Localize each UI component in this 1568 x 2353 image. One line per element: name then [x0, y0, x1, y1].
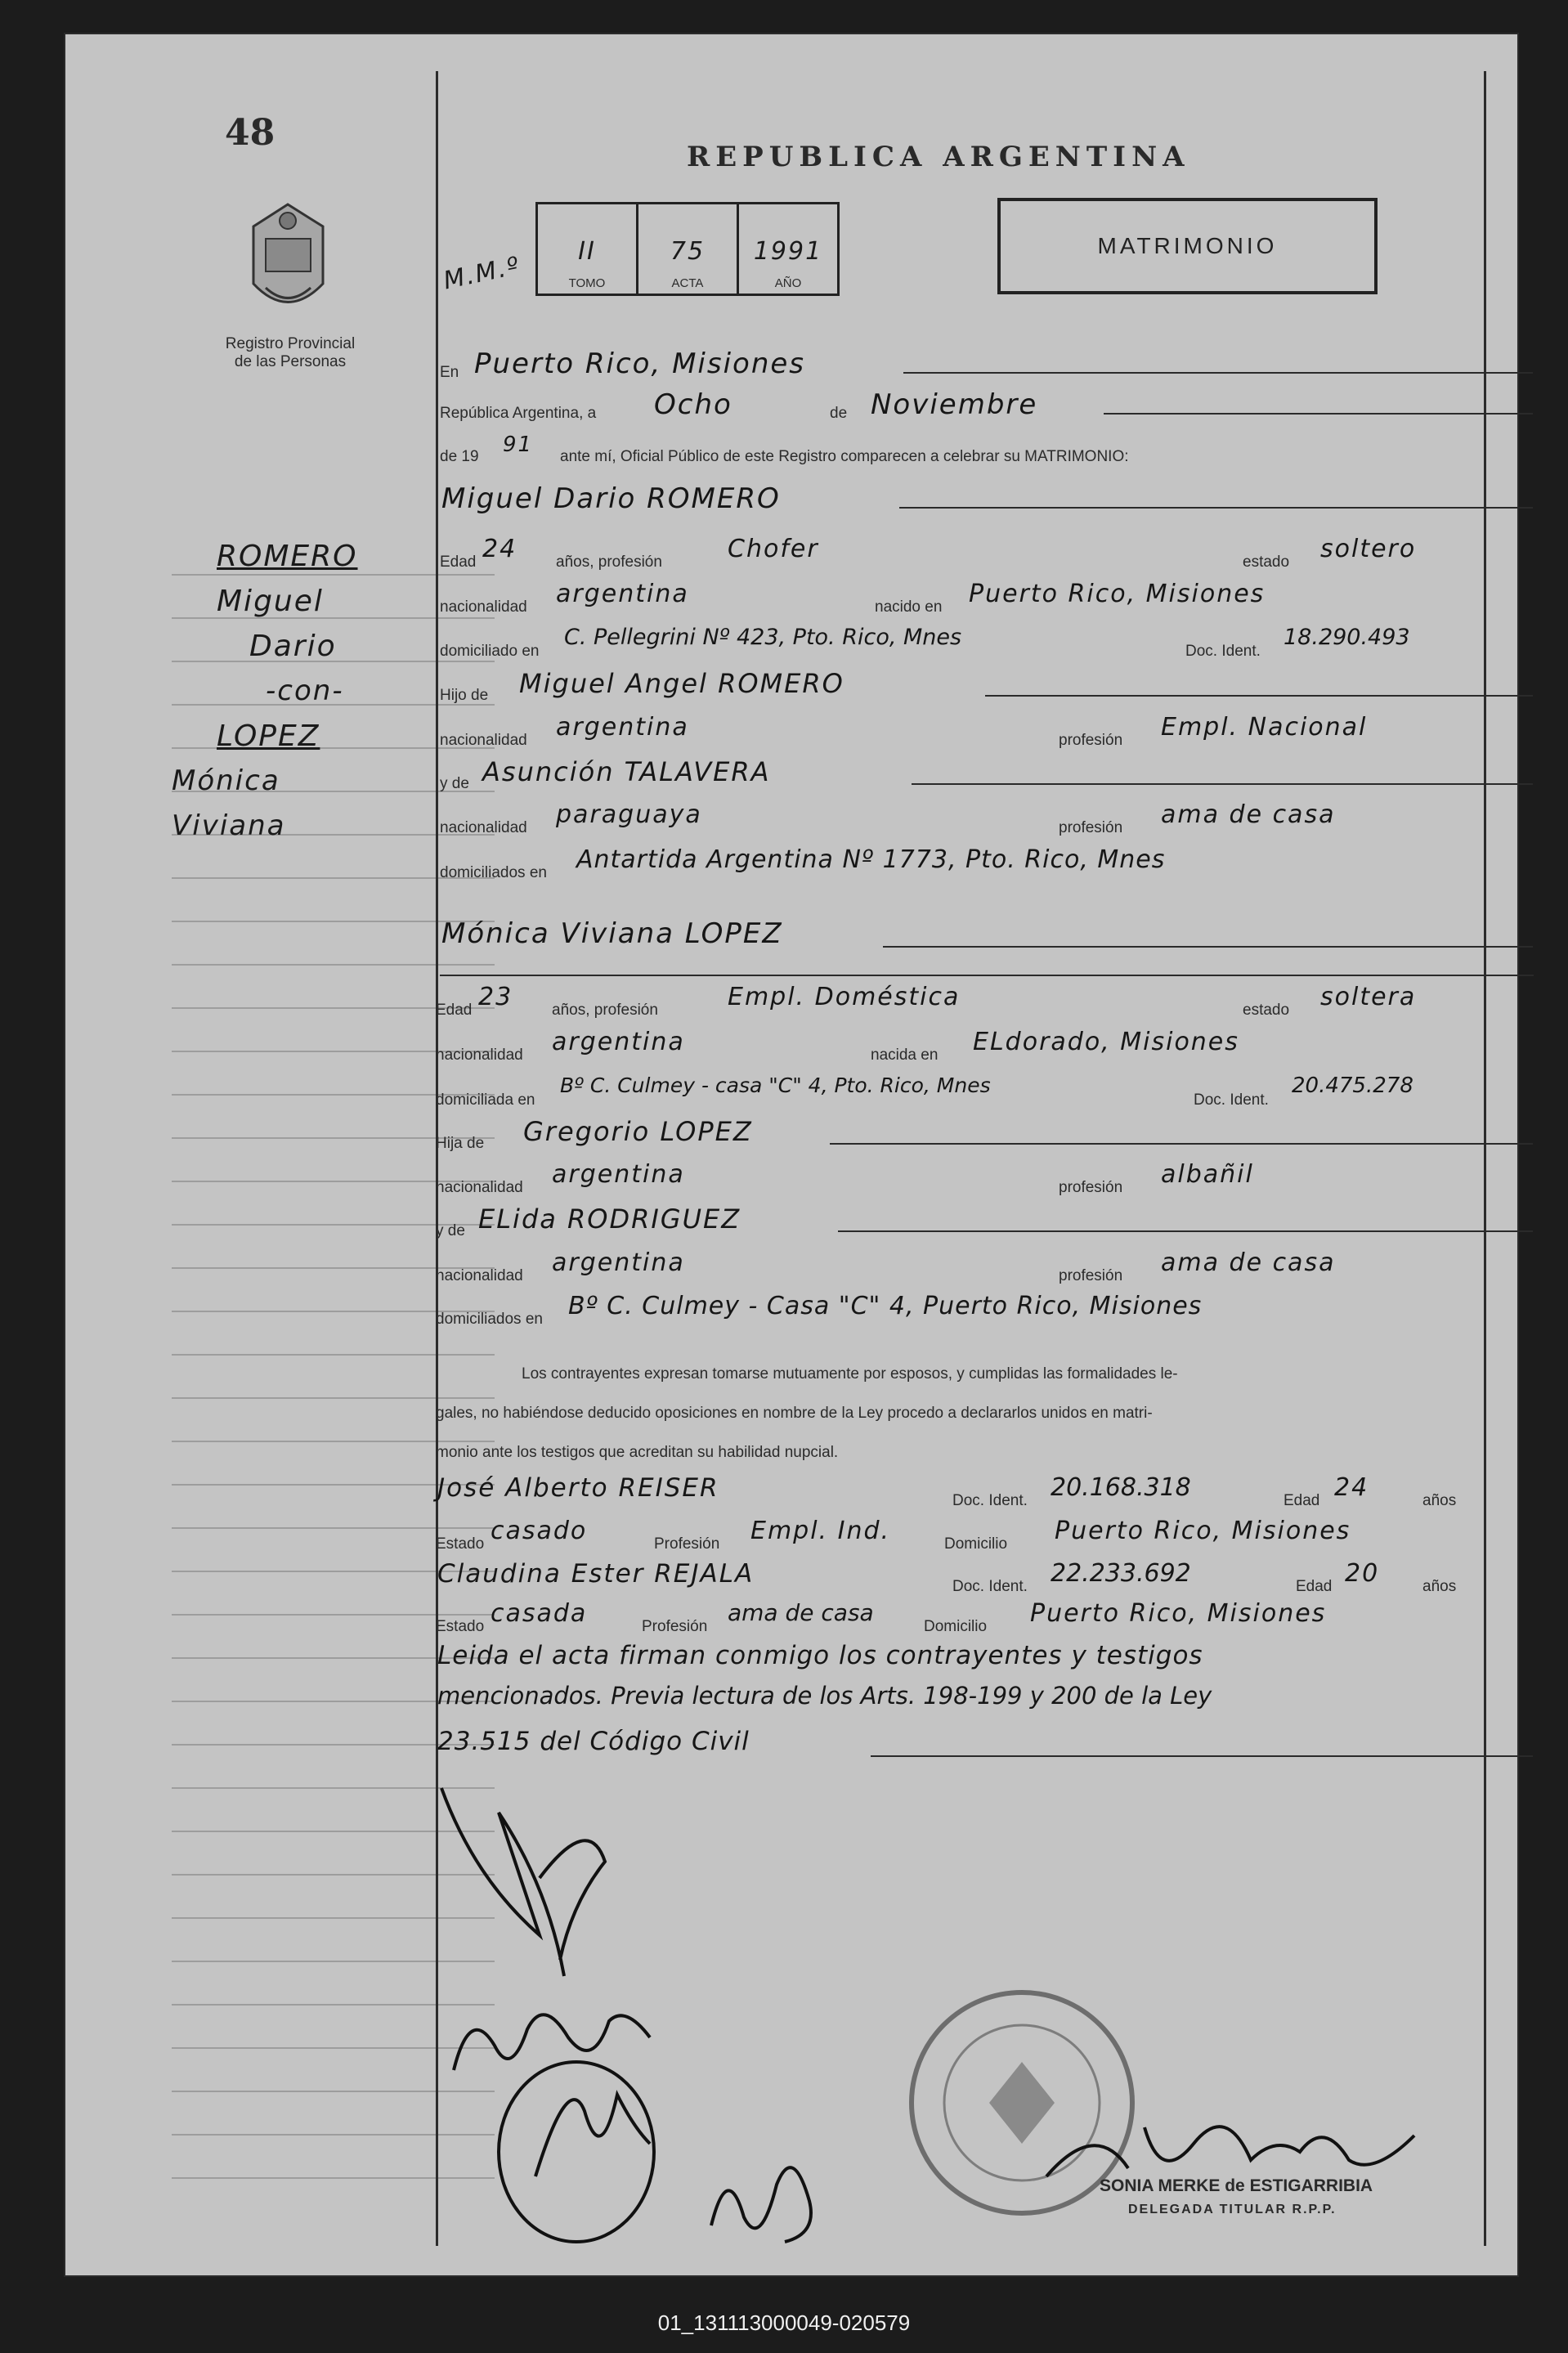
estado-label: estado [1243, 1002, 1290, 1019]
doc-label: Doc. Ident. [1185, 643, 1261, 660]
year-value: 91 [503, 433, 534, 457]
bride-mother-nationality: argentina [552, 1248, 685, 1277]
estado-label: Estado [436, 1535, 485, 1553]
form-line [830, 1143, 1533, 1145]
domicilio-label: Domicilio [944, 1535, 1008, 1553]
bride-parents-address: Bº C. Culmey - Casa "C" 4, Puerto Rico, Misiones [568, 1292, 1203, 1320]
bride-profession: Empl. Doméstica [728, 983, 961, 1011]
margin-note-line: ROMERO [217, 540, 358, 573]
doc-label: Doc. Ident. [952, 1492, 1028, 1509]
day-value: Ocho [654, 388, 732, 421]
nacionalidad-label: nacionalidad [440, 732, 527, 749]
doc-label: Doc. Ident. [952, 1578, 1028, 1595]
margin-rule [172, 2134, 495, 2136]
section-divider [440, 975, 1534, 976]
bride-mother: ELida RODRIGUEZ [478, 1203, 741, 1235]
doc-label: Doc. Ident. [1194, 1091, 1269, 1109]
bride-address: Bº C. Culmey - casa "C" 4, Pto. Rico, Mnes [560, 1073, 991, 1097]
nacionalidad-label: nacionalidad [440, 819, 527, 836]
signature-witness2 [695, 2127, 834, 2266]
nacida-label: nacida en [871, 1047, 939, 1064]
anios-label: años [1422, 1578, 1457, 1595]
margin-note-line: -con- [266, 675, 344, 707]
witness2-address: Puerto Rico, Misiones [1030, 1599, 1327, 1628]
form-line [903, 372, 1533, 374]
nacionalidad-label: nacionalidad [436, 1179, 523, 1196]
page-number: 48 [225, 112, 276, 154]
groom-mother-nationality: paraguaya [556, 800, 702, 829]
groom-profession: Chofer [728, 535, 819, 563]
profesion-label: profesión [1059, 1179, 1123, 1196]
margin-note-line: Viviana [172, 809, 286, 842]
hija-label: Hija de [436, 1135, 485, 1152]
groom-name: Miguel Dario ROMERO [441, 482, 781, 515]
groom-father: Miguel Angel ROMERO [519, 668, 844, 699]
y-de-label: y de [436, 1222, 465, 1239]
margin-rule [172, 2177, 495, 2179]
bride-nationality: argentina [552, 1028, 685, 1056]
right-border [1484, 71, 1486, 2246]
witness2-status: casada [491, 1599, 588, 1628]
margin-note [172, 540, 433, 854]
groom-status: soltero [1320, 535, 1417, 563]
nacido-label: nacido en [875, 598, 943, 616]
domiciliado-label: domiciliado en [440, 643, 540, 660]
statement-text: ante mí, Oficial Público de este Registro comparecen a celebrar su MATRIMONIO: [560, 448, 1129, 465]
closing-line: mencionados. Previa lectura de los Arts. 198-199 y 200 de la Ley [437, 1682, 1212, 1710]
profesion-label: Profesión [642, 1618, 708, 1635]
groom-mother-profession: ama de casa [1161, 800, 1336, 829]
groom-father-profession: Empl. Nacional [1161, 713, 1368, 742]
margin-note-line: Mónica [172, 764, 280, 797]
margin-note-line: Dario [249, 630, 337, 663]
nacionalidad-label: nacionalidad [436, 1047, 523, 1064]
nacionalidad-label: nacionalidad [440, 598, 527, 616]
groom-address: C. Pellegrini Nº 423, Pto. Rico, Mnes [564, 625, 962, 650]
country-title: REPUBLICA ARGENTINA [687, 141, 1190, 173]
anio-cell: 1991 AÑO [753, 237, 823, 290]
anios-profesion-label: años, profesión [556, 554, 662, 571]
form-line [883, 946, 1533, 948]
acta-cell: 75 ACTA [638, 204, 739, 294]
witness2-document: 22.233.692 [1051, 1559, 1191, 1588]
bride-father-profession: albañil [1161, 1160, 1254, 1189]
domiciliados-label: domiciliados en [436, 1311, 543, 1328]
month-value: Noviembre [871, 388, 1038, 421]
margin-rule [172, 964, 495, 966]
signature-groom [417, 1764, 662, 2001]
witness2-profession: ama de casa [728, 1599, 874, 1626]
bride-father: Gregorio LOPEZ [523, 1116, 753, 1147]
estado-label: Estado [436, 1618, 485, 1635]
anios-profesion-label: años, profesión [552, 1002, 658, 1019]
bride-father-nationality: argentina [552, 1160, 685, 1189]
bride-age: 23 [478, 983, 513, 1011]
reference-prefix: M.M.º [441, 251, 523, 296]
groom-mother: Asunción TALAVERA [482, 756, 771, 787]
republic-label: República Argentina, a [440, 405, 597, 422]
domiciliada-label: domiciliada en [436, 1091, 535, 1109]
tomo-cell: II TOMO [538, 204, 638, 294]
register-page [64, 33, 1519, 2277]
act-type-label: MATRIMONIO [1097, 233, 1278, 258]
de-label: de [830, 405, 848, 422]
profesion-label: profesión [1059, 732, 1123, 749]
profesion-label: profesión [1059, 1267, 1123, 1284]
groom-document: 18.290.493 [1284, 625, 1410, 650]
form-line [1104, 413, 1533, 415]
reference-box [535, 202, 840, 296]
edad-label: Edad [1296, 1578, 1333, 1595]
coat-of-arms-icon [241, 198, 335, 329]
closing-line: 23.515 del Código Civil [437, 1727, 750, 1756]
witness2-name: Claudina Ester REJALA [437, 1559, 755, 1589]
registry-label: Registro Provincial de las Personas [225, 335, 356, 370]
bride-status: soltera [1320, 983, 1417, 1011]
edad-label: Edad [1284, 1492, 1320, 1509]
declaration-text: Los contrayentes expresan tomarse mutuamente por esposos, y cumplidas las formalidades le- gales, no habiéndose deducido oposiciones en nombre de la Ley procedo a declararlos unidos en matri- monio ante los testigos que acreditan su habilidad nupcial. [436, 1365, 1178, 1461]
hijo-label: Hijo de [440, 687, 489, 704]
witness1-profession: Empl. Ind. [750, 1517, 891, 1545]
groom-nationality: argentina [556, 580, 689, 608]
domicilio-label: Domicilio [924, 1618, 988, 1635]
groom-age: 24 [482, 535, 517, 563]
groom-parents-address: Antartida Argentina Nº 1773, Pto. Rico, Mnes [576, 845, 1166, 874]
estado-label: estado [1243, 554, 1290, 571]
act-type-box [997, 198, 1378, 294]
year-label: de 19 [440, 448, 479, 465]
officer-title: DELEGADA TITULAR R.P.P. [1128, 2203, 1337, 2216]
bride-name: Mónica Viviana LOPEZ [441, 917, 783, 950]
witness1-age: 24 [1334, 1473, 1369, 1502]
witness1-name: José Alberto REISER [437, 1473, 719, 1503]
witness1-document: 20.168.318 [1051, 1473, 1191, 1502]
officer-name: SONIA MERKE de ESTIGARRIBIA [1100, 2176, 1373, 2195]
form-line [912, 783, 1533, 785]
nacionalidad-label: nacionalidad [436, 1267, 523, 1284]
domiciliados-label: domiciliados en [440, 864, 547, 881]
edad-label: Edad [440, 554, 477, 571]
form-line [899, 507, 1533, 509]
anios-label: años [1422, 1492, 1457, 1509]
margin-note-line: Miguel [217, 585, 324, 618]
margin-note-line: LOPEZ [217, 719, 320, 753]
edad-label: Edad [436, 1002, 473, 1019]
en-label: En [440, 364, 459, 381]
witness1-status: casado [491, 1517, 588, 1545]
y-de-label: y de [440, 775, 469, 792]
form-line [985, 695, 1533, 697]
groom-birthplace: Puerto Rico, Misiones [969, 580, 1266, 608]
witness1-address: Puerto Rico, Misiones [1055, 1517, 1351, 1545]
bride-document: 20.475.278 [1292, 1073, 1413, 1098]
witness2-age: 20 [1345, 1559, 1380, 1588]
signature-witness1 [478, 2037, 683, 2250]
bride-mother-profession: ama de casa [1161, 1248, 1336, 1277]
groom-father-nationality: argentina [556, 713, 689, 742]
profesion-label: Profesión [654, 1535, 720, 1553]
form-line [838, 1230, 1533, 1232]
profesion-label: profesión [1059, 819, 1123, 836]
margin-rule [172, 1527, 495, 1529]
margin-rule [172, 1614, 495, 1616]
form-line [871, 1755, 1533, 1757]
closing-line: Leida el acta firman conmigo los contrayentes y testigos [437, 1641, 1203, 1670]
place-value: Puerto Rico, Misiones [474, 347, 805, 380]
bride-birthplace: ELdorado, Misiones [973, 1028, 1239, 1056]
footer-id: 01_131113000049-020579 [657, 2310, 911, 2335]
